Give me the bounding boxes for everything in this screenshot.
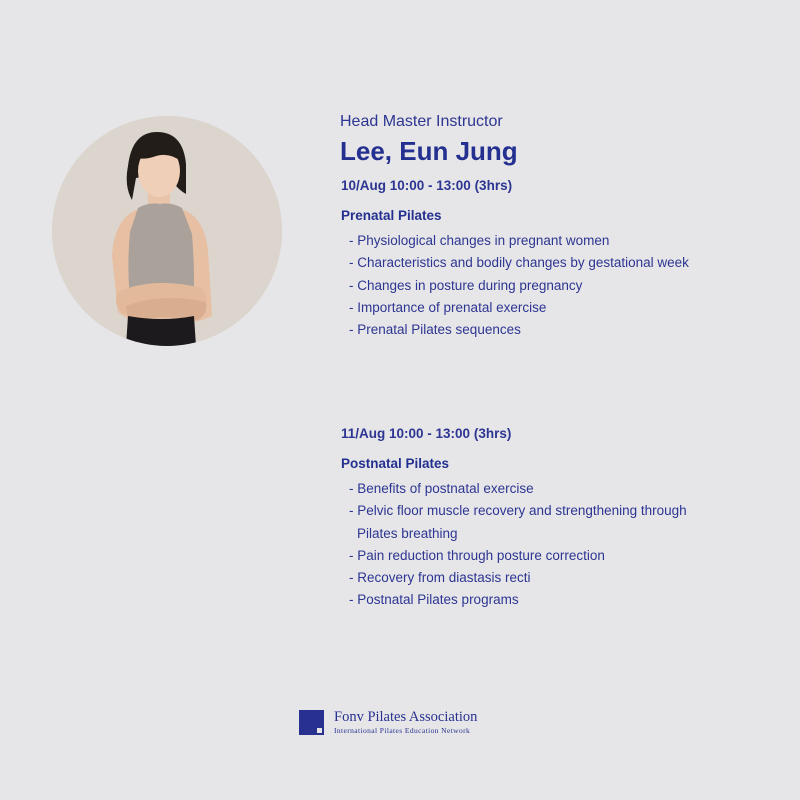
topic-item-continued: Pilates breathing bbox=[357, 525, 458, 541]
instructor-photo bbox=[52, 116, 282, 346]
topic-item: - Postnatal Pilates programs bbox=[349, 592, 519, 608]
topic-item: - Recovery from diastasis recti bbox=[349, 570, 531, 586]
topic-item: - Pelvic floor muscle recovery and strengthening through bbox=[349, 503, 687, 519]
logo-subtitle: International Pilates Education Network bbox=[334, 726, 471, 735]
logo-mark-icon bbox=[299, 710, 324, 735]
instructor-name: Lee, Eun Jung bbox=[340, 136, 518, 166]
instructor-role: Head Master Instructor bbox=[340, 113, 503, 130]
instructor-header bbox=[340, 112, 780, 168]
session-date: 10/Aug 10:00 - 13:00 (3hrs) bbox=[341, 178, 513, 193]
topic-item: - Prenatal Pilates sequences bbox=[349, 322, 521, 338]
association-logo bbox=[299, 709, 477, 735]
session-topics bbox=[341, 230, 781, 341]
topic-item: - Importance of prenatal exercise bbox=[349, 299, 547, 315]
session-course-title: Prenatal Pilates bbox=[341, 208, 442, 223]
session-prenatal bbox=[341, 176, 781, 341]
topic-item: - Pain reduction through posture correction bbox=[349, 547, 605, 563]
session-date: 11/Aug 10:00 - 13:00 (3hrs) bbox=[341, 426, 512, 441]
topic-item: - Characteristics and bodily changes by gestational week bbox=[349, 255, 689, 271]
session-course-title: Postnatal Pilates bbox=[341, 456, 450, 471]
topic-item: - Changes in posture during pregnancy bbox=[349, 277, 583, 293]
topic-item: - Benefits of postnatal exercise bbox=[349, 481, 534, 496]
session-topics bbox=[341, 478, 781, 612]
session-postnatal bbox=[341, 424, 781, 612]
instructor-portrait bbox=[52, 116, 282, 346]
topic-item: - Physiological changes in pregnant women bbox=[349, 233, 610, 248]
logo-title: Fonv Pilates Association bbox=[334, 709, 478, 725]
